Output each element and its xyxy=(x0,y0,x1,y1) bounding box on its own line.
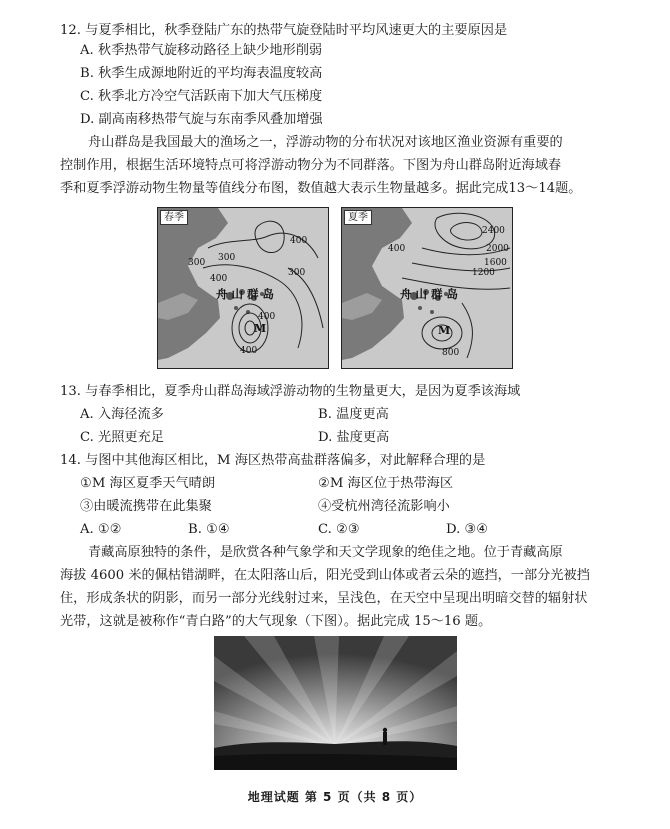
q13-stem: 13. 与春季相比，夏季舟山群岛海域浮游动物的生物量更大，是因为夏季该海域 xyxy=(60,384,521,399)
summer-contour-value: 400 xyxy=(388,244,406,254)
summer-contour-value: 2000 xyxy=(486,244,509,254)
q13-option-d: D. 盐度更高 xyxy=(318,430,390,445)
spring-contour-value: 400 xyxy=(258,312,276,322)
q14-option-a: A. ①② xyxy=(80,522,122,537)
passage1-line-3: 季和夏季浮游动物生物量等值线分布图，数值越大表示生物量越多。据此完成13～14题。 xyxy=(60,181,582,196)
spring-contour-value: 400 xyxy=(210,274,228,284)
spring-islands-label: 舟 山 群 岛 xyxy=(216,287,275,301)
q12-option-a: A. 秋季热带气旋移动路径上缺少地形削弱 xyxy=(80,43,323,58)
q14-statement-2: ②M 海区位于热带海区 xyxy=(318,476,454,491)
spring-contour-map xyxy=(157,207,329,369)
passage1-line-2: 控制作用，根据生活环境特点可将浮游动物分为不同群落。下图为舟山群岛附近海域春 xyxy=(60,158,562,173)
summer-islands-label: 舟 山 群 岛 xyxy=(400,287,459,301)
q13-option-b: B. 温度更高 xyxy=(318,407,389,422)
spring-contour-value: 300 xyxy=(188,258,206,268)
q14-option-b: B. ①④ xyxy=(188,522,230,537)
summer-contour-value: 1600 xyxy=(484,258,507,268)
crepuscular-rays-graphic xyxy=(214,636,457,770)
summer-contour-map xyxy=(341,207,513,369)
passage2-line-1: 青藏高原独特的条件，是欣赏各种气象学和天文学现象的绝佳之地。位于青藏高原 xyxy=(88,545,563,560)
passage2-line-2: 海拔 4600 米的佩枯错湖畔，在太阳落山后，阳光受到山体或者云朵的遮挡，一部分光被挡 xyxy=(60,568,590,583)
spring-m-label: M xyxy=(254,322,267,335)
summer-map-label: 夏季 xyxy=(344,210,372,225)
spring-contour-value: 400 xyxy=(290,236,308,246)
spring-contour-value: 400 xyxy=(240,346,258,356)
q12-option-c: C. 秋季北方冷空气活跃南下加大气压梯度 xyxy=(80,89,323,104)
q12-option-b: B. 秋季生成源地附近的平均海表温度较高 xyxy=(80,66,323,81)
summer-contour-value: 1200 xyxy=(472,268,495,278)
q12-option-d: D. 副高南移热带气旋与东南季风叠加增强 xyxy=(80,112,323,127)
summer-m-label: M xyxy=(438,324,451,337)
q14-statement-4: ④受杭州湾径流影响小 xyxy=(318,499,450,514)
q14-stem: 14. 与图中其他海区相比，M 海区热带高盐群落偏多，对此解释合理的是 xyxy=(60,453,486,468)
q12-stem: 12. 与夏季相比，秋季登陆广东的热带气旋登陆时平均风速更大的主要原因是 xyxy=(60,23,508,38)
q14-statement-3: ③由暖流携带在此集聚 xyxy=(80,499,212,514)
q14-option-d: D. ③④ xyxy=(446,522,489,537)
passage2-line-3: 住，形成条状的阴影，而另一部分光线射过来，呈浅色，在天空中呈现出明暗交替的辐射状 xyxy=(60,591,588,606)
q14-option-c: C. ②③ xyxy=(318,522,360,537)
passage1-line-1: 舟山群岛是我国最大的渔场之一，浮游动物的分布状况对该地区渔业资源有重要的 xyxy=(88,135,563,150)
summer-contour-value: 800 xyxy=(442,348,460,358)
summer-contour-value: 2400 xyxy=(482,226,505,236)
spring-contour-value: 300 xyxy=(218,253,236,263)
crepuscular-rays-photo xyxy=(214,636,457,770)
q13-option-a: A. 入海径流多 xyxy=(80,407,164,422)
page-footer: 地理试题 第 5 页（共 8 页） xyxy=(247,790,423,804)
passage2-line-4: 光带，这就是被称作“青白路”的大气现象（下图）。据此完成 15～16 题。 xyxy=(60,614,492,629)
q14-statement-1: ①M 海区夏季天气晴朗 xyxy=(80,476,216,491)
spring-map-label: 春季 xyxy=(160,210,188,225)
spring-contour-value: 300 xyxy=(288,268,306,278)
q13-option-c: C. 光照更充足 xyxy=(80,430,164,445)
